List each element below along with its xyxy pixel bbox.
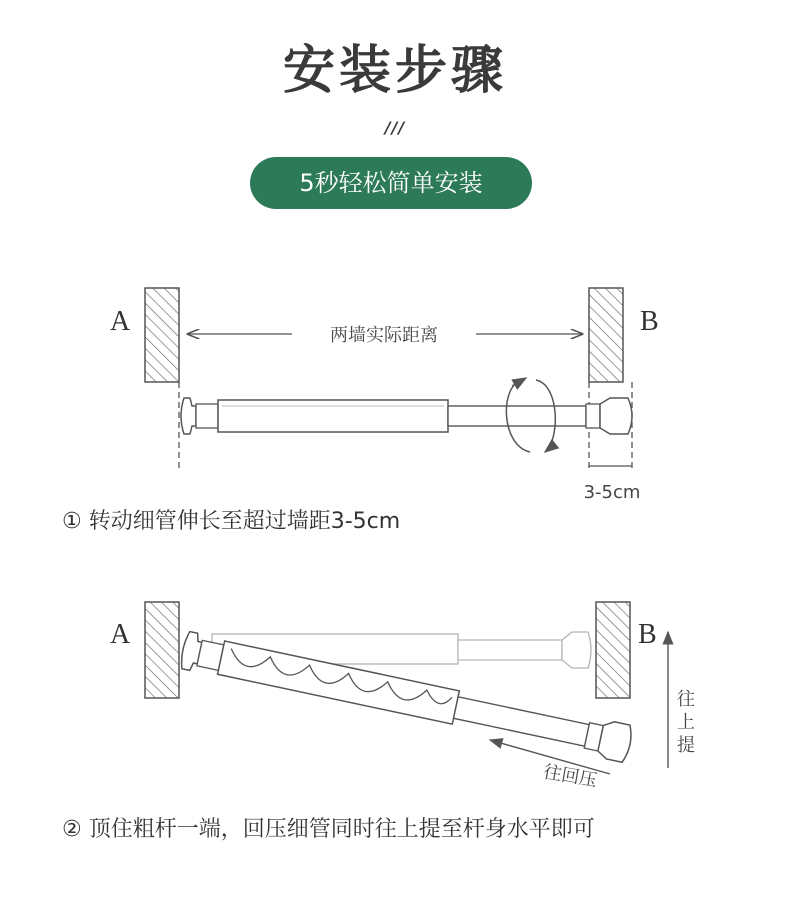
wall-a-label: A [110, 619, 131, 650]
distance-label: 两墙实际距离 [330, 325, 438, 346]
page-title: 安装步骤 [282, 41, 507, 101]
rod-collar-left [196, 404, 218, 428]
rod-collar-right [586, 404, 600, 428]
wall-b [596, 602, 630, 698]
rod-end-cap-right [600, 398, 632, 434]
gap-label: 3-5cm [583, 482, 641, 503]
diagram-2 [110, 602, 695, 792]
rod-end-cap-left [181, 398, 196, 434]
thin-tube [448, 406, 586, 426]
wall-a-label: A [110, 306, 131, 337]
step-1-instruction: ① 转动细管伸长至超过墙距3-5cm [62, 509, 401, 534]
step-2-instruction: ② 顶住粗杆一端，回压细管同时往上提至杆身水平即可 [62, 817, 595, 842]
thick-tube [218, 400, 448, 432]
wall-b-label: B [640, 306, 659, 337]
lift-label-1: 往 [677, 689, 695, 710]
install-badge: 5秒轻松简单安装 [250, 157, 532, 209]
wall-a [145, 288, 179, 382]
wall-a [145, 602, 179, 698]
tension-rod [181, 398, 632, 434]
lift-label-3: 提 [677, 735, 695, 756]
wall-b [589, 288, 623, 382]
wall-b-label: B [638, 619, 657, 650]
press-label: 往回压 [541, 761, 599, 792]
diagram-1 [110, 288, 659, 503]
lift-label-2: 上 [677, 712, 695, 733]
decorative-slashes: /// [384, 118, 406, 137]
